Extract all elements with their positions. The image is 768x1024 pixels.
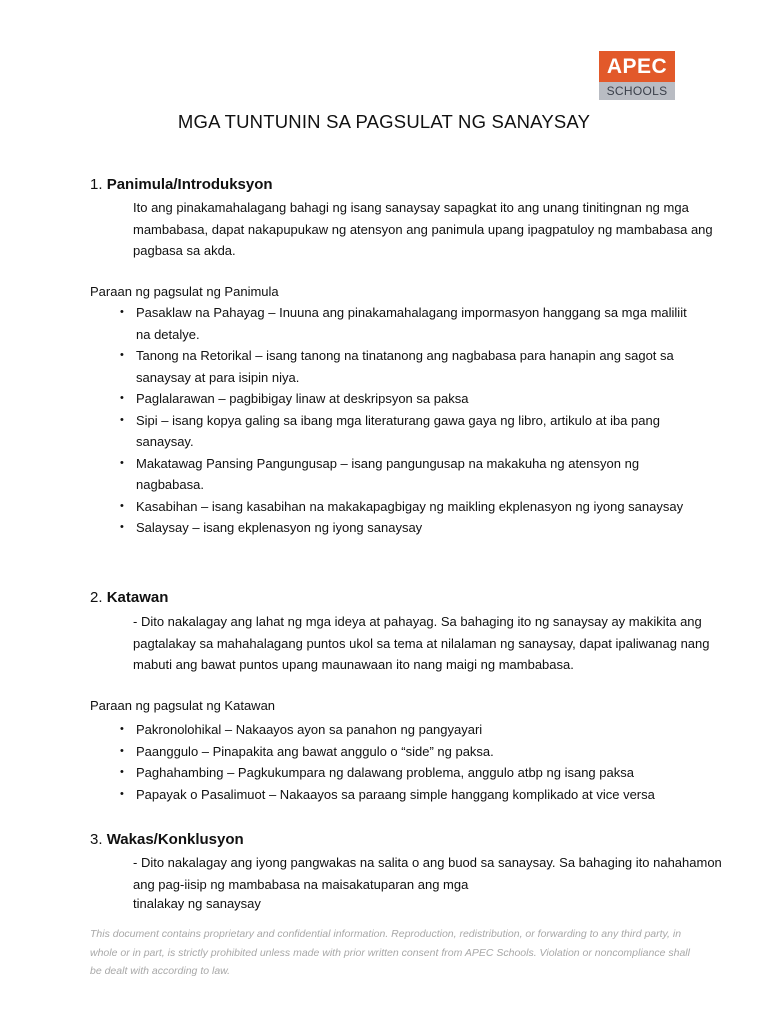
section-2-methods-list xyxy=(90,719,690,805)
section-2-methods-title: Paraan ng pagsulat ng Katawan xyxy=(90,698,276,713)
method-text: Kasabihan – isang kasabihan na makakapagbigay ng maikling ekplenasyon ng iyong sanaysay xyxy=(136,498,684,514)
section-number: 3. xyxy=(90,831,103,848)
list-item xyxy=(90,517,690,539)
section-1-heading xyxy=(90,176,273,193)
bullet-glyph: • xyxy=(120,306,124,318)
section-2-paragraph: - Dito nakalagay ang lahat ng mga ideya at pahayag. Sa bahaging ito ng sanaysay ay makikita ang pagtalakay sa mahahalagang puntos ukol sa tema at nilalaman ng sanaysay, dapat ipaliwanag nang mabuti ang bawat puntos upang maunawaan ito nang maigi ng mambabasa. xyxy=(133,614,710,672)
method-text: Pasaklaw na Pahayag – Inuuna ang pinakamahalagang impormasyon hanggang sa mga maliliit na detalye. xyxy=(136,305,687,342)
method-text: Tanong na Retorikal – isang tanong na tinatanong ang nagbabasa para hanapin ang sagot sa sanaysay at para isipin niya. xyxy=(136,348,674,385)
bullet-glyph: • xyxy=(120,349,124,361)
logo-subtext: SCHOOLS xyxy=(599,82,675,100)
section-number: 1. xyxy=(90,176,103,193)
bullet-glyph: • xyxy=(120,499,124,512)
method-text: Paanggulo – Pinapakita ang bawat anggulo o “side” ng paksa. xyxy=(136,743,494,759)
section-title: Panimula/Introduksyon xyxy=(106,176,273,193)
method-text: Pakronolohikal – Nakaayos ayon sa panahon ng pangyayari xyxy=(136,722,483,737)
method-text: Salaysay – isang ekplenasyon ng iyong sanaysay xyxy=(136,520,423,535)
section-1-methods-title: Paraan ng pagsulat ng Panimula xyxy=(90,284,279,299)
section-title: Wakas/Konklusyon xyxy=(106,831,244,848)
method-text: Paglalarawan – pagbibigay linaw at deskripsyon sa paksa xyxy=(136,391,469,406)
list-item xyxy=(90,388,690,410)
section-1-paragraph: Ito ang pinakamahalagang bahagi ng isang sanaysay sapagkat ito ang unang tinitingnan ng mga mambabasa, dapat nakapupukaw ng atensyon ang panimula upang ipagpatuloy ng mambabasa ang pagbasa sa akda. xyxy=(133,200,713,258)
list-item xyxy=(90,719,690,741)
logo-wordmark: APEC xyxy=(599,51,675,82)
list-item xyxy=(90,453,690,496)
list-item xyxy=(90,496,690,518)
method-text: Paghahambing – Pagkukumpara ng dalawang problema, anggulo atbp ng isang paksa xyxy=(136,765,634,780)
section-title: Katawan xyxy=(106,589,169,606)
section-number: 2. xyxy=(90,589,103,606)
method-text: Makatawag Pansing Pangungusap – isang pangungusap na makakuha ng atensyon ng nagbabasa. xyxy=(136,455,640,492)
bullet-glyph: • xyxy=(120,456,124,469)
section-3-paragraph: - Dito nakalagay ang iyong pangwakas na salita o ang buod sa sanaysay. Sa bahaging ito nahahamon ang pag-iisip ng mambabasa na maisakatuparan ang mga xyxy=(133,855,722,892)
bullet-glyph: • xyxy=(120,787,124,800)
method-text: Sipi – isang kopya galing sa ibang mga literaturang gawa gaya ng libro, artikulo at iba pang sanaysay. xyxy=(136,412,660,449)
section-3-heading xyxy=(90,831,244,848)
list-item xyxy=(90,762,690,784)
bullet-glyph: • xyxy=(120,521,124,533)
section-1-methods-list xyxy=(90,302,690,539)
bullet-glyph: • xyxy=(120,723,124,735)
bullet-glyph: • xyxy=(120,744,124,757)
apec-schools-logo xyxy=(599,51,675,100)
section-3-paragraph-tail: tinalakay ng sanaysay xyxy=(133,896,261,911)
document-title: MGA TUNTUNIN SA PAGSULAT NG SANAYSAY xyxy=(177,111,591,132)
list-item xyxy=(90,784,690,806)
bullet-glyph: • xyxy=(120,413,124,426)
bullet-glyph: • xyxy=(120,392,124,404)
bullet-glyph: • xyxy=(120,766,124,778)
list-item xyxy=(90,302,690,345)
list-item xyxy=(90,345,690,388)
list-item xyxy=(90,741,690,763)
method-text: Papayak o Pasalimuot – Nakaayos sa paraang simple hanggang komplikado at vice versa xyxy=(136,786,655,802)
confidentiality-footer: This document contains proprietary and confidential information. Reproduction, redistribution, or forwarding to any third party, in whole or in part, is strictly prohibited unless made with prior written consent from APEC Schools. Violation or noncompliance shall be dealt with according to law. xyxy=(90,928,690,977)
section-2-heading xyxy=(90,589,168,606)
list-item xyxy=(90,410,690,453)
